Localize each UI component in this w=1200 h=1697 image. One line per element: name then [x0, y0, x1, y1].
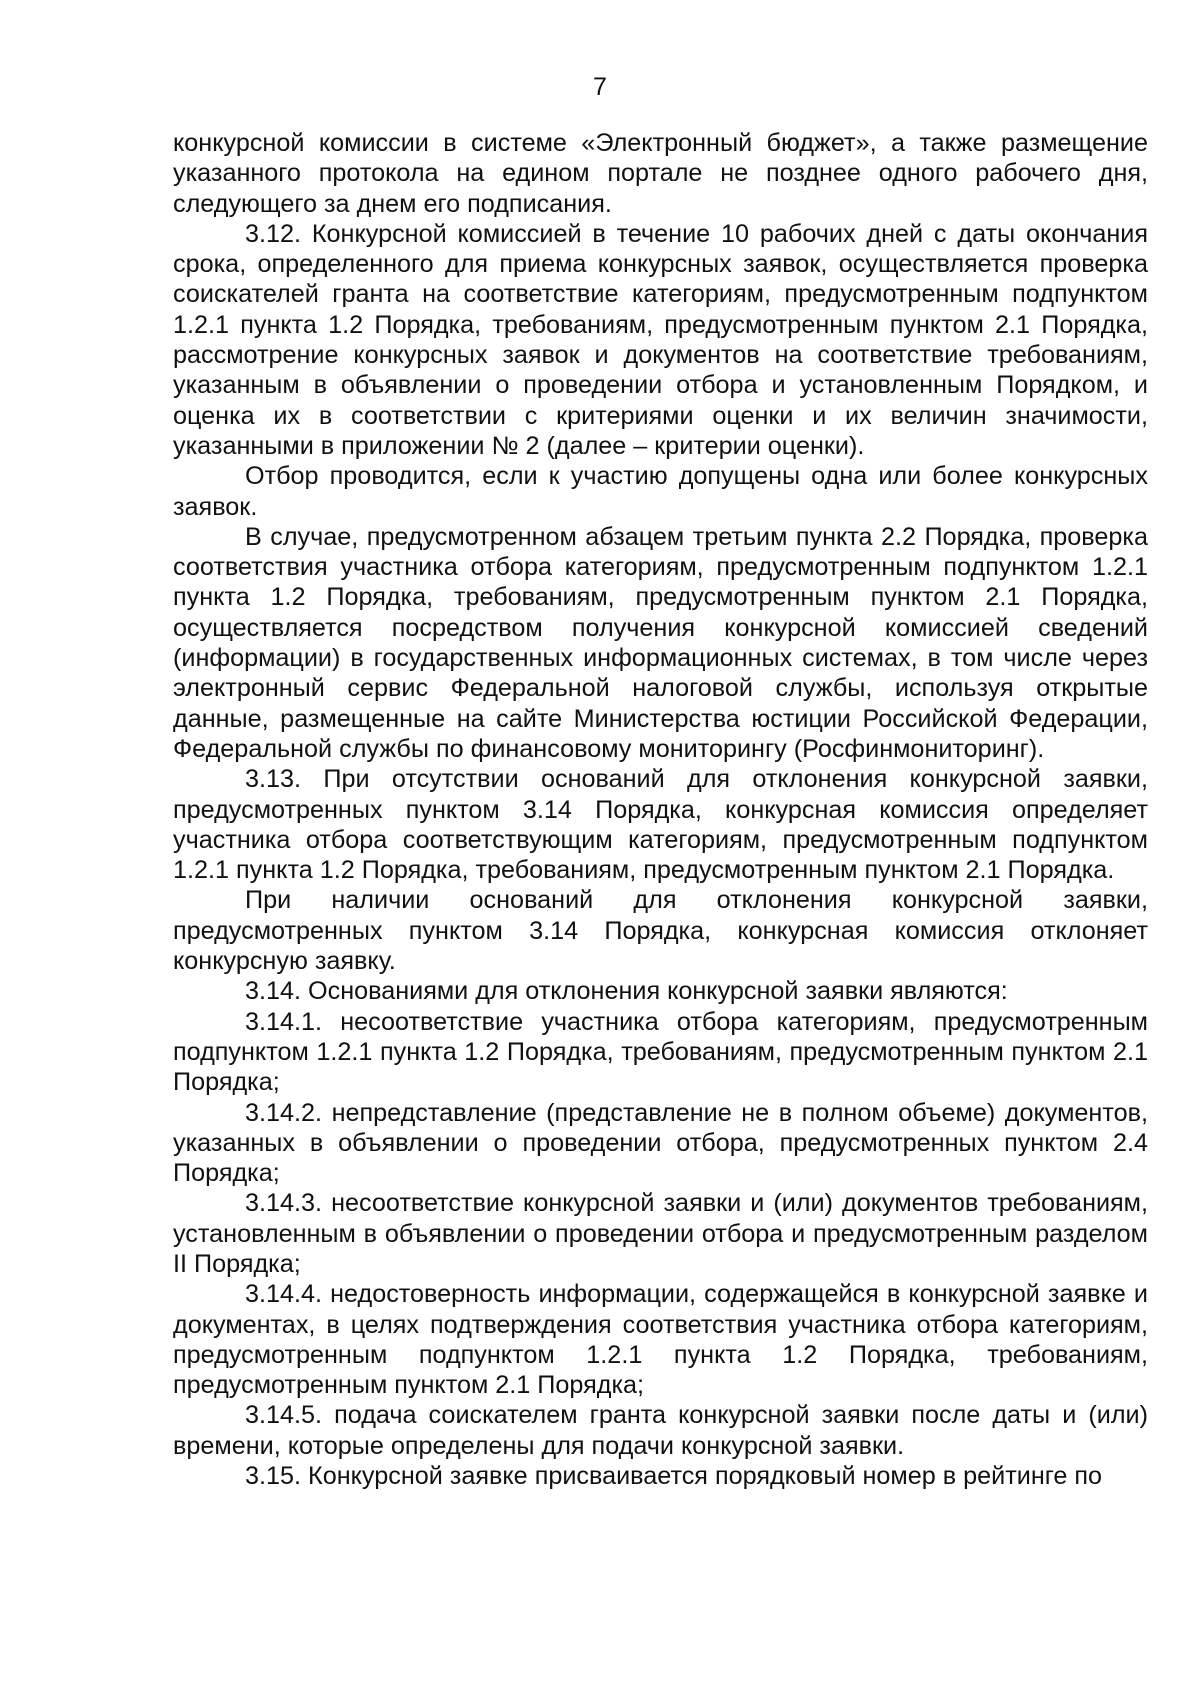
paragraph-3-12: 3.12. Конкурсной комиссией в течение 10 рабочих дней с даты окончания срока, определенного для приема конкурсных заявок, осуществляется проверка соискателей гранта на соответствие категориям, предусмотренным подпунктом 1.2.1 пункта 1.2 Порядка, требованиям, предусмотренным пунктом 2.1 Порядка, рассмотрение конкурсных заявок и документов на соответствие требованиям, указанным в объявлении о проведении отбора и установленным Порядком, и оценка их в соответствии с критериями оценки и их величин значимости, указанными в приложении № 2 (далее – критерии оценки). — [173, 219, 1148, 460]
paragraph-3-14-1: 3.14.1. несоответствие участника отбора категориям, предусмотренным подпунктом 1.2.1 пункта 1.2 Порядка, требованиям, предусмотренным пунктом 2.1 Порядка; — [173, 1007, 1148, 1097]
document-body — [173, 128, 1148, 1491]
paragraph-3-13: 3.13. При отсутствии оснований для отклонения конкурсной заявки, предусмотренных пунктом 3.14 Порядка, конкурсная комиссия определяет участника отбора соответствующим категориям, предусмотренным подпунктом 1.2.1 пункта 1.2 Порядка, требованиям, предусмотренным пунктом 2.1 Порядка. — [173, 765, 1148, 885]
page-number: 7 — [593, 73, 607, 101]
paragraph-3-14-3: 3.14.3. несоответствие конкурсной заявки и (или) документов требованиям, установленным в объявлении о проведении отбора и предусмотренным разделом II Порядка; — [173, 1189, 1148, 1278]
paragraph-3-14-5: 3.14.5. подача соискателем гранта конкурсной заявки после даты и (или) времени, которые определены для подачи конкурсной заявки. — [173, 1401, 1148, 1460]
paragraph-3-14: 3.14. Основаниями для отклонения конкурсной заявки являются: — [245, 977, 1008, 1006]
paragraph-3-15: 3.15. Конкурсной заявке присваивается порядковый номер в рейтинге по — [245, 1462, 1103, 1491]
paragraph-verification-case: В случае, предусмотренном абзацем третьим пункта 2.2 Порядка, проверка соответствия участника отбора категориям, предусмотренным подпунктом 1.2.1 пункта 1.2 Порядка, требованиям, предусмотренным пунктом 2.1 Порядка, осуществляется посредством получения конкурсной комиссией сведений (информации) в государственных информационных системах, в том числе через электронный сервис Федеральной налоговой службы, используя открытые данные, размещенные на сайте Министерства юстиции Российской Федерации, Федеральной службы по финансовому мониторингу (Росфинмониторинг). — [173, 522, 1148, 763]
paragraph-selection-condition: Отбор проводится, если к участию допущены одна или более конкурсных заявок. — [173, 462, 1148, 521]
paragraph-3-14-4: 3.14.4. недостоверность информации, содержащейся в конкурсной заявке и документах, в целях подтверждения соответствия участника отбора категориям, предусмотренным подпунктом 1.2.1 пункта 1.2 Порядка, требованиям, предусмотренным пунктом 2.1 Порядка; — [173, 1280, 1148, 1400]
paragraph-3-14-2: 3.14.2. непредставление (представление не в полном объеме) документов, указанных в объявлении о проведении отбора, предусмотренных пунктом 2.4 Порядка; — [173, 1098, 1148, 1188]
paragraph-rejection: При наличии оснований для отклонения конкурсной заявки, предусмотренных пунктом 3.14 Порядка, конкурсная комиссия отклоняет конкурсную заявку. — [173, 886, 1148, 976]
paragraph-protocol-publication: конкурсной комиссии в системе «Электронный бюджет», а также размещение указанного протокола на едином портале не позднее одного рабочего дня, следующего за днем его подписания. — [173, 129, 1148, 218]
